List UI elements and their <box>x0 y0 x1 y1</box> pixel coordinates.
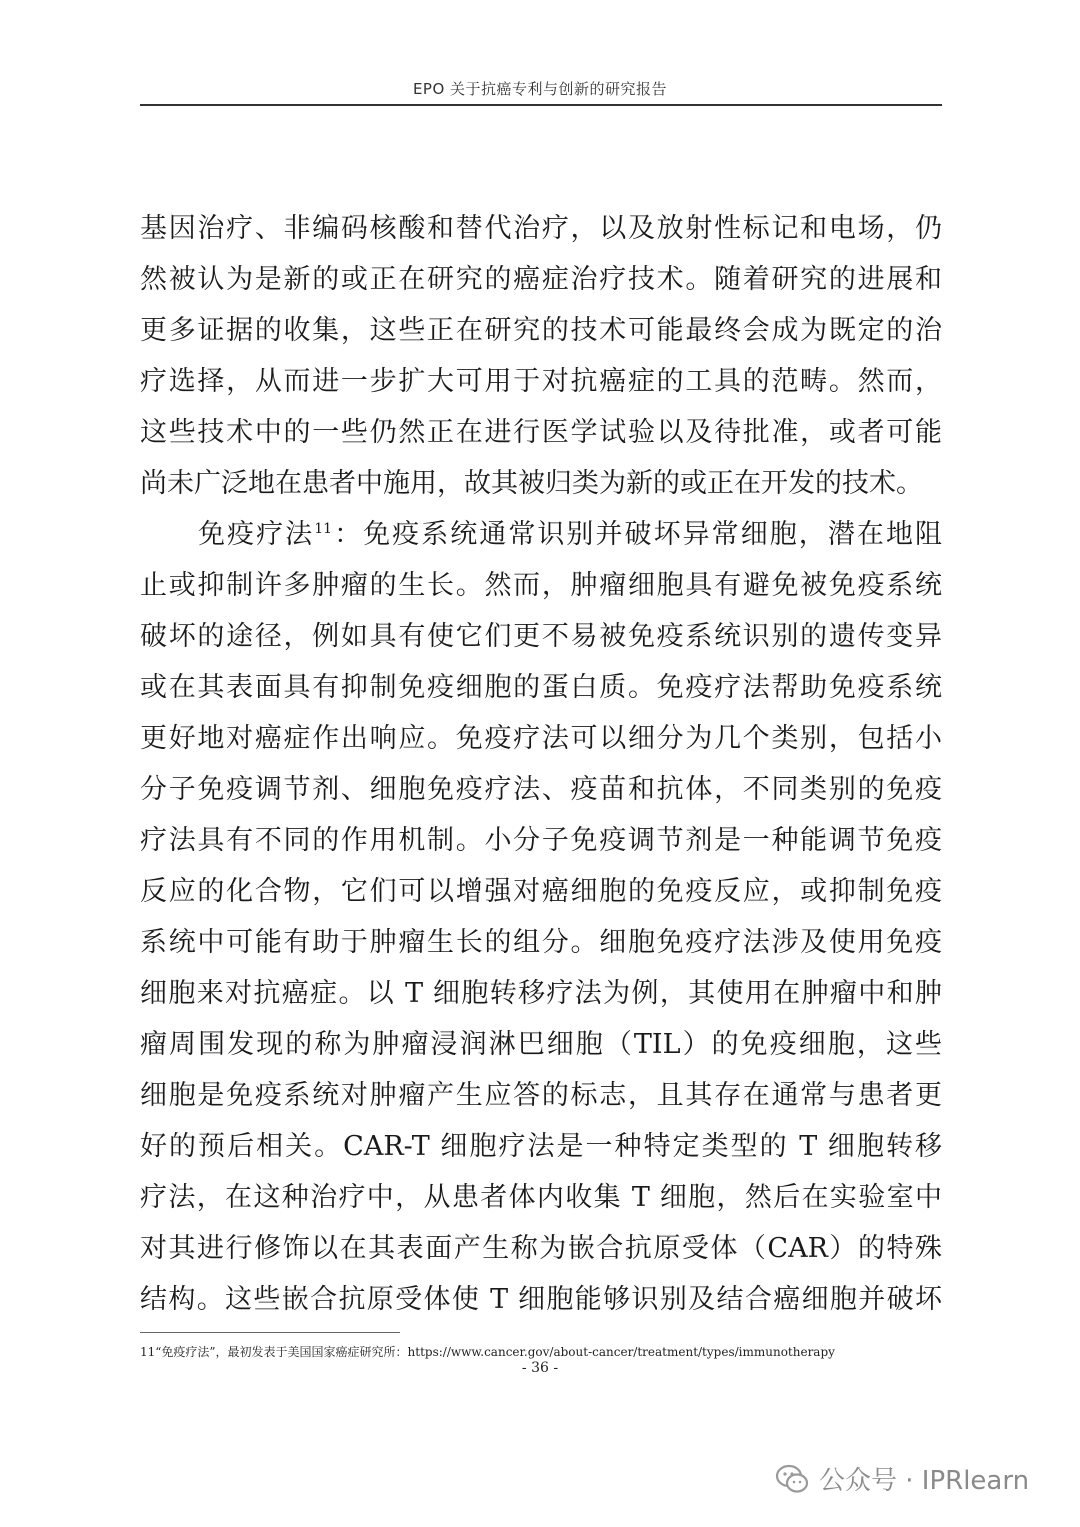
text-line: 对其进行修饰以在其表面产生称为嵌合抗原受体（CAR）的特殊 <box>140 1233 942 1264</box>
paragraph-first-line <box>140 509 942 560</box>
text-line: 基因治疗、非编码核酸和替代治疗，以及放射性标记和电场，仍 <box>140 213 942 244</box>
text-line: 尚未广泛地在患者中施用，故其被归类为新的或正在开发的技术。 <box>140 468 923 499</box>
page-number: - 36 - <box>521 1360 559 1376</box>
text-line: 结构。这些嵌合抗原受体使 T 细胞能够识别及结合癌细胞并破坏 <box>140 1284 942 1315</box>
text-line: 或在其表面具有抑制免疫细胞的蛋白质。免疫疗法帮助免疫系统 <box>140 672 942 703</box>
header-rule <box>140 104 942 106</box>
watermark-text: 公众号 · IPRlearn <box>819 1466 1030 1496</box>
text-line: 细胞来对抗癌症。以 T 细胞转移疗法为例，其使用在肿瘤中和肿 <box>140 978 942 1009</box>
text-line: 这些技术中的一些仍然正在进行医学试验以及待批准，或者可能 <box>140 417 942 448</box>
text-line: 更好地对癌症作出响应。免疫疗法可以细分为几个类别，包括小 <box>140 723 942 754</box>
running-header: EPO 关于抗癌专利与创新的研究报告 <box>412 80 668 98</box>
term-immunotherapy: 免疫疗法 <box>198 519 315 550</box>
text-line: 细胞是免疫系统对肿瘤产生应答的标志，且其存在通常与患者更 <box>140 1080 942 1111</box>
wechat-icon <box>775 1462 809 1496</box>
text-line: 好的预后相关。CAR-T 细胞疗法是一种特定类型的 T 细胞转移 <box>140 1131 942 1162</box>
text-line: 系统中可能有助于肿瘤生长的组分。细胞免疫疗法涉及使用免疫 <box>140 927 942 958</box>
text-line: 破坏的途径，例如具有使它们更不易被免疫系统识别的遗传变异 <box>140 621 942 652</box>
text-line: 更多证据的收集，这些正在研究的技术可能最终会成为既定的治 <box>140 315 942 346</box>
text-line: 然被认为是新的或正在研究的癌症治疗技术。随着研究的进展和 <box>140 264 942 295</box>
footnote-rule <box>140 1332 400 1333</box>
text-line: 疗法，在这种治疗中，从患者体内收集 T 细胞，然后在实验室中 <box>140 1182 942 1213</box>
body-text <box>140 203 942 1325</box>
text-line: 瘤周围发现的称为肿瘤浸润淋巴细胞（TIL）的免疫细胞，这些 <box>140 1029 942 1060</box>
text-line: 疗法具有不同的作用机制。小分子免疫调节剂是一种能调节免疫 <box>140 825 942 856</box>
text-line: 疗选择，从而进一步扩大可用于对抗癌症的工具的范畴。然而， <box>140 366 942 397</box>
text-line: 反应的化合物，它们可以增强对癌细胞的免疫反应，或抑制免疫 <box>140 876 942 907</box>
text-line: 分子免疫调节剂、细胞免疫疗法、疫苗和抗体，不同类别的免疫 <box>140 774 942 805</box>
footnote: 11“免疫疗法”，最初发表于美国国家癌症研究所：https://www.cancer.gov/about-cancer/treatment/types/immunotherapy <box>140 1345 835 1359</box>
text-line: 止或抑制许多肿瘤的生长。然而，肿瘤细胞具有避免被免疫系统 <box>140 570 942 601</box>
footnote-ref: 11 <box>314 521 333 537</box>
watermark <box>775 1460 1029 1497</box>
text-segment: ：免疫系统通常识别并破坏异常细胞，潜在地阻 <box>332 519 942 550</box>
